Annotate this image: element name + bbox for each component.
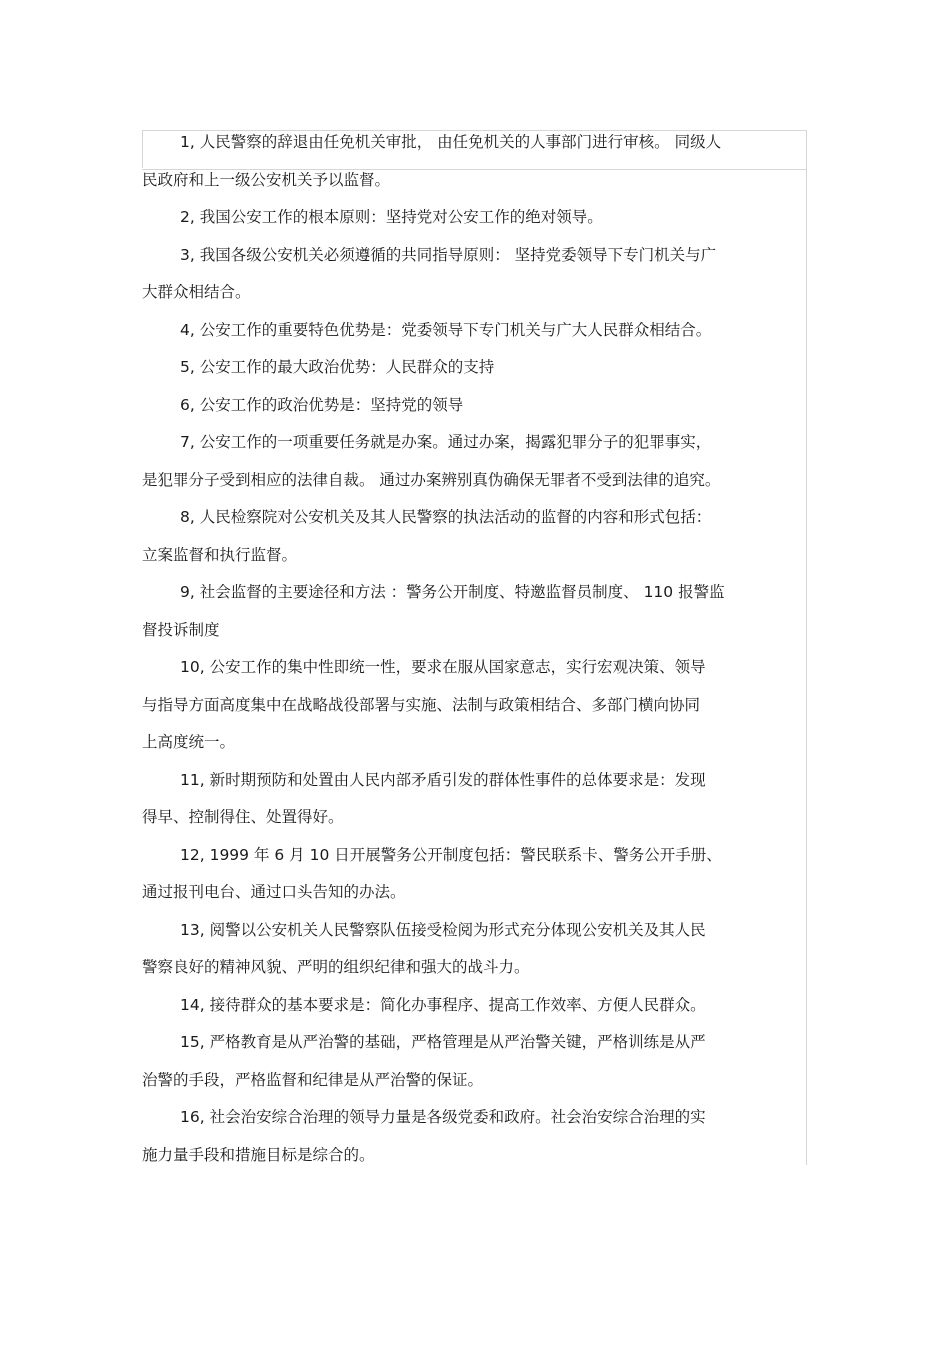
text-line: 大群众相结合。 — [142, 283, 251, 301]
text-line: 5, 公安工作的最大政治优势：人民群众的支持 — [180, 358, 495, 376]
frame-right-border — [806, 130, 807, 1165]
text-line: 12, 1999 年 6 月 10 日开展警务公开制度包括：警民联系卡、警务公开手册、 — [180, 845, 722, 864]
text-line: 是犯罪分子受到相应的法律自裁。 通过办案辨别真伪确保无罪者不受到法律的追究。 — [142, 470, 721, 489]
text-line: 14, 接待群众的基本要求是：简化办事程序、提高工作效率、方便人民群众。 — [180, 995, 706, 1014]
text-line: 3, 我国各级公安机关必须遵循的共同指导原则： 坚持党委领导下专门机关与广 — [180, 245, 717, 264]
text-line: 1, 人民警察的辞退由任免机关审批， 由任免机关的人事部门进行审核。 同级人 — [180, 133, 722, 151]
text-line: 通过报刊电台、通过口头告知的办法。 — [142, 883, 406, 901]
text-line: 立案监督和执行监督。 — [142, 545, 298, 564]
text-line: 7, 公安工作的一项重要任务就是办案。通过办案，揭露犯罪分子的犯罪事实， — [180, 433, 712, 451]
text-line: 15, 严格教育是从严治警的基础，严格管理是从严治警关键，严格训练是从严 — [180, 1033, 706, 1051]
text-line: 8, 人民检察院对公安机关及其人民警察的执法活动的监督的内容和形式包括： — [180, 508, 712, 526]
text-line: 13, 阅警以公安机关人民警察队伍接受检阅为形式充分体现公安机关及其人民 — [180, 920, 706, 939]
text-line: 上高度统一。 — [142, 733, 236, 751]
text-line: 与指导方面高度集中在战略战役部署与实施、法制与政策相结合、多部门横向协同 — [142, 695, 701, 714]
text-line: 9, 社会监督的主要途径和方法 ：警务公开制度、特邀监督员制度、 110 报警监 — [180, 583, 725, 601]
text-line: 2, 我国公安工作的根本原则：坚持党对公安工作的绝对领导。 — [180, 208, 603, 226]
text-line: 16, 社会治安综合治理的领导力量是各级党委和政府。社会治安综合治理的实 — [180, 1108, 706, 1126]
text-line: 施力量手段和措施目标是综合的。 — [142, 1145, 375, 1164]
text-line: 民政府和上一级公安机关予以监督。 — [142, 170, 391, 189]
text-line: 督投诉制度 — [142, 620, 220, 639]
text-line: 得早、控制得住、处置得好。 — [142, 808, 344, 826]
text-line: 10, 公安工作的集中性即统一性，要求在服从国家意志，实行宏观决策、领导 — [180, 658, 706, 676]
document-body — [142, 124, 806, 1174]
text-line: 11, 新时期预防和处置由人民内部矛盾引发的群体性事件的总体要求是：发现 — [180, 770, 706, 789]
text-line: 4, 公安工作的重要特色优势是：党委领导下专门机关与广大人民群众相结合。 — [180, 320, 712, 339]
text-line: 6, 公安工作的政治优势是：坚持党的领导 — [180, 395, 464, 414]
text-line: 治警的手段，严格监督和纪律是从严治警的保证。 — [142, 1070, 484, 1089]
text-line: 警察良好的精神风貌、严明的组织纪律和强大的战斗力。 — [142, 958, 530, 976]
